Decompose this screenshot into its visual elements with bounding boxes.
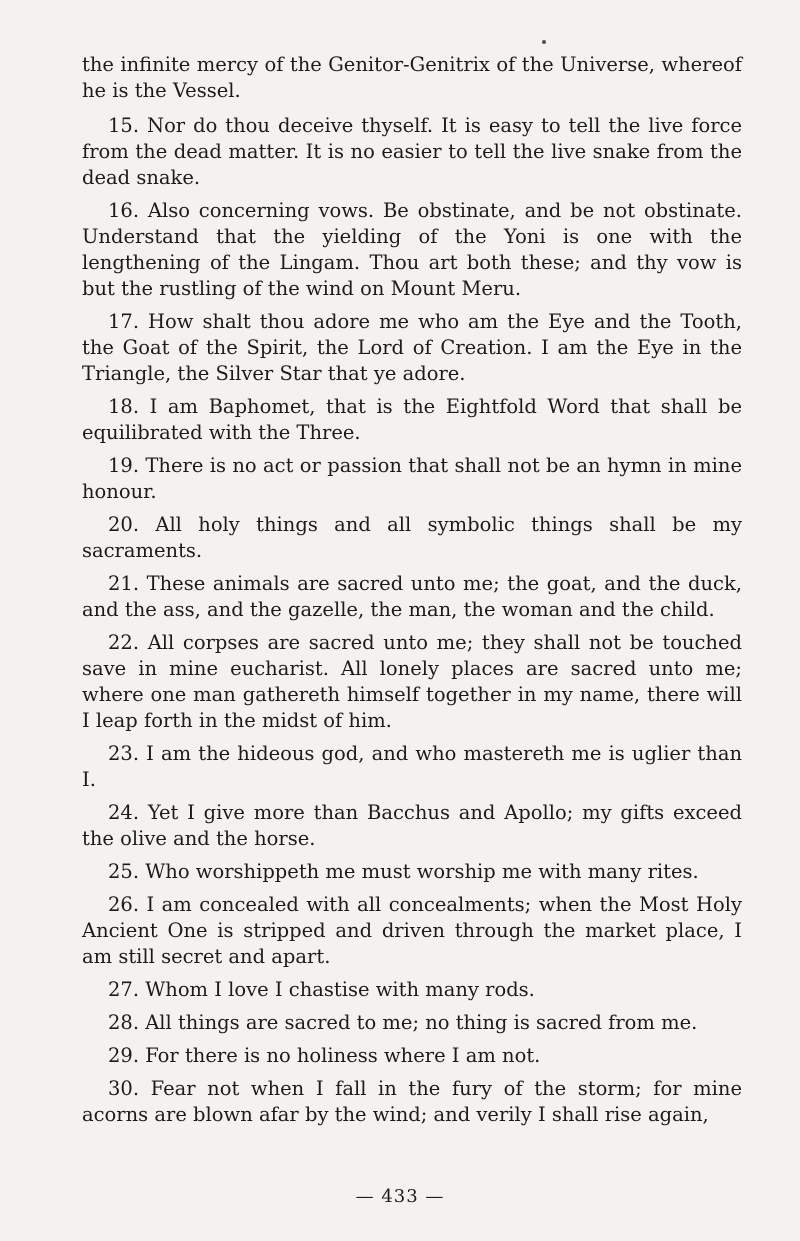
- verse-number: 27.: [108, 978, 140, 1001]
- verse-number: 26.: [108, 893, 140, 916]
- verse-text: There is no act or passion that shall not be an hymn in mine honour.: [82, 454, 742, 503]
- verse-number: 28.: [108, 1011, 140, 1034]
- verse-text: Who worshippeth me must worship me with many rites.: [145, 860, 699, 883]
- verse-22: [82, 630, 742, 734]
- verse-20: [82, 512, 742, 564]
- verse-16: [82, 198, 742, 302]
- verse-28: [82, 1010, 742, 1036]
- verse-15: [82, 113, 742, 191]
- verse-29: [82, 1043, 742, 1069]
- verse-text: All things are sacred to me; no thing is sacred from me.: [145, 1011, 698, 1034]
- verse-text: Also concerning vows. Be obstinate, and be not obstinate. Understand that the yielding of the Yoni is one with the lengthening of the Lingam. Thou art both these; and thy vow is but the rustling of the wind on Mount Meru.: [82, 199, 743, 300]
- print-speck: [542, 40, 546, 44]
- verse-text: I am concealed with all concealments; when the Most Holy Ancient One is stripped and driven through the market place, I am still secret and apart.: [82, 893, 742, 968]
- page-number: — 433 —: [355, 1186, 445, 1207]
- verse-23: [82, 741, 742, 793]
- verse-number: 22.: [108, 631, 140, 654]
- verse-text: Whom I love I chastise with many rods.: [145, 978, 535, 1001]
- verse-18: [82, 394, 742, 446]
- verse-24: [82, 800, 742, 852]
- verse-number: 19.: [108, 454, 140, 477]
- verse-text: Fear not when I fall in the fury of the storm; for mine acorns are blown afar by the wind; and verily I shall rise again,: [82, 1077, 742, 1126]
- verse-19: [82, 453, 742, 505]
- verse-text: How shalt thou adore me who am the Eye and the Tooth, the Goat of the Spirit, the Lord of Creation. I am the Eye in the Triangle, the Silver Star that ye adore.: [82, 310, 743, 385]
- verse-text: For there is no holiness where I am not.: [145, 1044, 541, 1067]
- verse-number: 17.: [108, 310, 140, 333]
- verse-number: 21.: [108, 572, 140, 595]
- continuation-paragraph: the infinite mercy of the Genitor-Genitrix of the Universe, whereof he is the Vessel.: [82, 53, 742, 102]
- verse-number: 25.: [108, 860, 140, 883]
- verse-text: All holy things and all symbolic things shall be my sacraments.: [82, 513, 742, 562]
- verse-text: All corpses are sacred unto me; they shall not be touched save in mine eucharist. All lonely places are sacred unto me; where one man gathereth himself together in my name, there will I leap forth in the midst of him.: [82, 631, 742, 732]
- verse-27: [82, 977, 742, 1003]
- verse-25: [82, 859, 742, 885]
- page-body: [82, 52, 742, 1135]
- verse-number: 30.: [108, 1077, 140, 1100]
- verse-number: 24.: [108, 801, 140, 824]
- verse-number: 23.: [108, 742, 140, 765]
- verse-number: 29.: [108, 1044, 140, 1067]
- verse-number: 15.: [108, 114, 140, 137]
- verse-text: I am the hideous god, and who mastereth me is uglier than I.: [82, 742, 743, 791]
- verse-21: [82, 571, 742, 623]
- verse-text: These animals are sacred unto me; the goat, and the duck, and the ass, and the gazelle, the man, the woman and the child.: [82, 572, 742, 621]
- verse-text: I am Baphomet, that is the Eightfold Word that shall be equilibrated with the Three.: [82, 395, 742, 444]
- verse-26: [82, 892, 742, 970]
- verse-number: 18.: [108, 395, 140, 418]
- verse-number: 20.: [108, 513, 140, 536]
- verse-text: Nor do thou deceive thyself. It is easy to tell the live force from the dead matter. It is no easier to tell the live snake from the dead snake.: [82, 114, 743, 189]
- verse-30: [82, 1076, 742, 1128]
- verse-number: 16.: [108, 199, 140, 222]
- verse-text: Yet I give more than Bacchus and Apollo; my gifts exceed the olive and the horse.: [82, 801, 742, 850]
- verse-17: [82, 309, 742, 387]
